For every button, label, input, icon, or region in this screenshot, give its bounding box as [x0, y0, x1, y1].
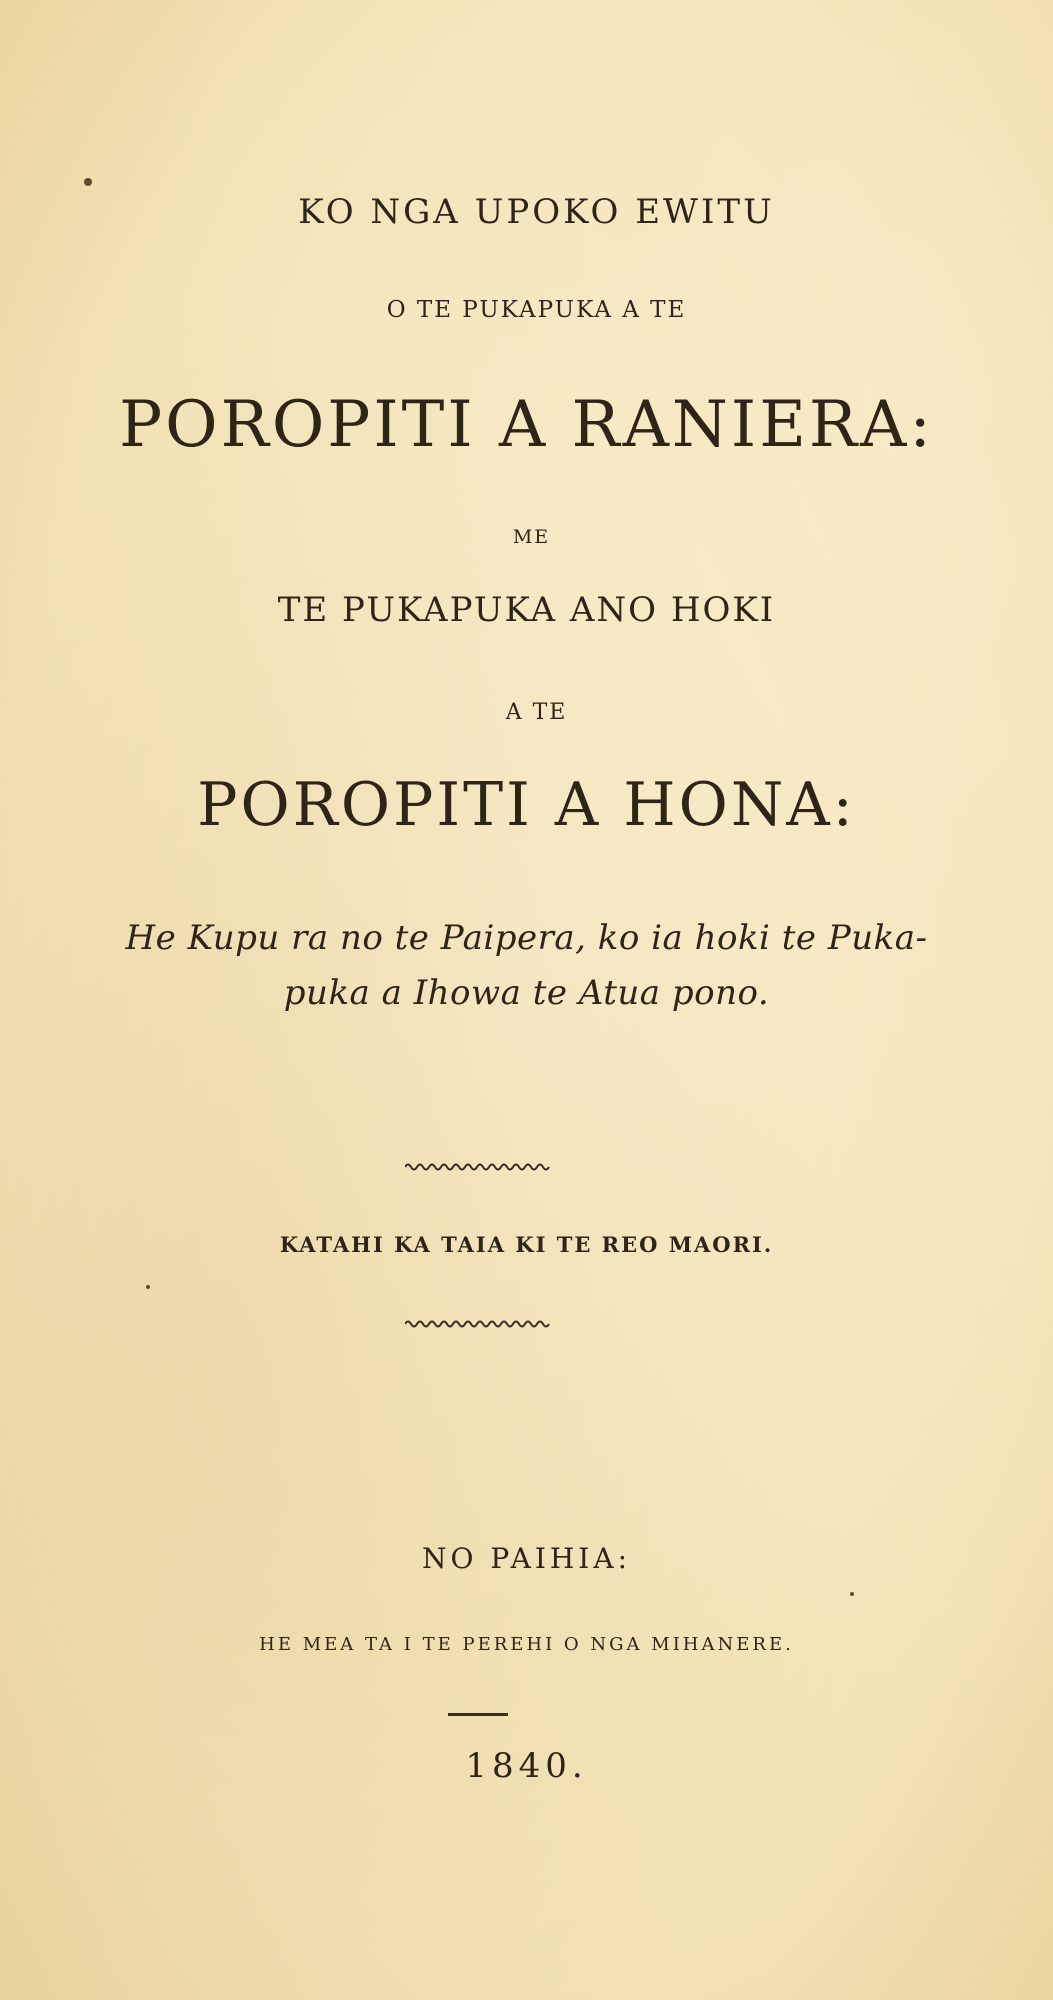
imprint-place: NO PAIHIA:	[421, 1542, 632, 1575]
imprint-year: 1840.	[465, 1746, 588, 1786]
short-rule	[448, 1713, 508, 1716]
title-line-6: A TE	[505, 700, 568, 725]
wavy-rule-top	[405, 1161, 550, 1173]
title-hona: POROPITI A HONA:	[197, 770, 856, 840]
title-raniera: POROPITI A RANIERA:	[119, 388, 934, 462]
ink-speck	[146, 1285, 150, 1289]
ink-speck	[84, 178, 92, 186]
ink-speck	[850, 1592, 854, 1596]
translation-note: KATAHI KA TAIA KI TE REO MAORI.	[279, 1232, 774, 1257]
wavy-rule-bottom	[405, 1318, 550, 1330]
title-line-2: O TE PUKAPUKA A TE	[386, 297, 687, 323]
description-line-2: puka a Ihowa te Atua pono.	[283, 973, 770, 1013]
description-line-1: He Kupu ra no te Paipera, ko ia hoki te Puka-	[125, 918, 928, 958]
title-line-1: KO NGA UPOKO EWITU	[298, 192, 775, 232]
title-line-5: TE PUKAPUKA ANO HOKI	[277, 590, 776, 630]
imprint-printer: HE MEA TA I TE PEREHI O NGA MIHANERE.	[259, 1634, 794, 1655]
title-conjunction: ME	[512, 526, 551, 548]
